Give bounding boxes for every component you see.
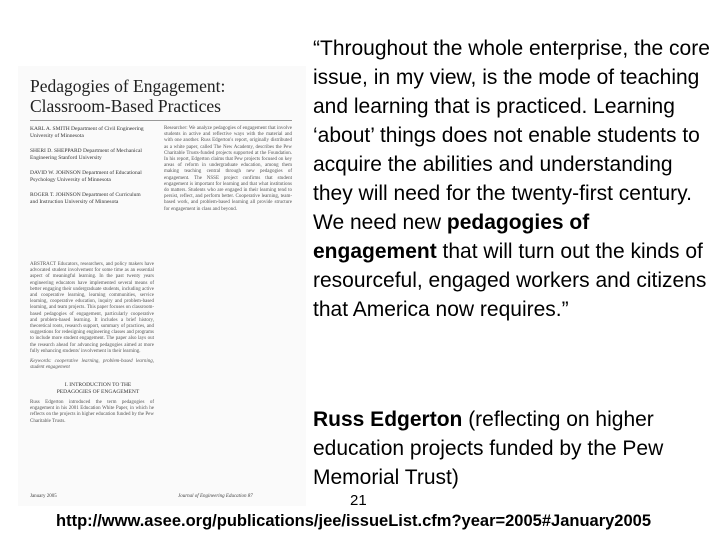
paper-footer-date: January 2005	[30, 494, 57, 499]
attribution-rest: (reflecting on higher education projects funded by the Pew Memorial Trust)	[313, 408, 664, 489]
author-3: DAVID W. JOHNSON Department of Educational Psychology University of Minnesota	[30, 170, 142, 183]
source-url[interactable]: http://www.asee.org/publications/jee/issueList.cfm?year=2005#January2005	[56, 512, 652, 530]
keywords-text: Keywords: cooperative learning, problem-based learning, student engagement	[30, 359, 154, 371]
quote-attribution	[313, 405, 713, 492]
quote-before: “Throughout the whole enterprise, the core issue, in my view, is the mode of teaching and learning that is practiced. Learning ‘about’ things does not enable students to acquire the abilities and understanding they will need for the twenty-first century. We need new	[313, 37, 710, 234]
author-2: SHERI D. SHEPPARD Department of Mechanical Engineering Stanford University	[30, 148, 142, 161]
quote-after: that will turn out the kinds of resourceful, engaged workers and citizens that America now requires.”	[313, 240, 707, 321]
quote-text	[313, 34, 718, 324]
quote-bold: pedagogies of engagement	[313, 211, 590, 263]
paper-image	[18, 66, 306, 506]
attribution-name: Russ Edgerton	[313, 408, 463, 431]
paper-intro-text: Russ Edgerton introduced the term pedagogies of engagement in his 2001 Education White Paper, in which he reflects on the projects in higher education funded by the Pew Charitable Trusts.	[30, 400, 154, 424]
paper-column-2: Researcher: We analyze pedagogies of engagement that involve students in active and reflective ways with the material and with one another. Russ Edgerton's report, originally distributed as a white paper, called The New Academy, describes the Pew Charitable Trusts-funded projects supported at the Foundation. In his report, Edgerton claims that Pew projects focused on key areas of reform in undergraduate education, among them making teaching central through new pedagogies of engagement. The NSSE project confirms that student engagement is important for learning and that what institutions do matters. Students who are engaged in their learning tend to persist, reflect, and perform better. Cooperative learning, team-based work, and problem-based learning all provide structure for engagement in class and beyond.	[164, 126, 292, 212]
paper-authors	[30, 126, 150, 214]
section-heading: I. INTRODUCTION TO THE PEDAGOGIES OF ENGAGEMENT	[56, 382, 140, 395]
paper-abstract	[30, 262, 154, 371]
title-rule	[30, 120, 292, 121]
author-1: KARL A. SMITH Department of Civil Engineering University of Minnesota	[30, 126, 144, 139]
slide-number: 21	[350, 492, 367, 509]
abstract-text: ABSTRACT Educators, researchers, and policy makers have advocated student involvement for some time as an essential aspect of meaningful learning. In the past twenty years engineering educators have implemented several means of better engaging their undergraduate students, including active and cooperative learning, learning communities, service learning, cooperative education, inquiry and problem-based learning, and team projects. This paper focuses on classroom-based pedagogies of engagement, particularly cooperative and problem-based learning. It includes a brief history, theoretical roots, research support, summary of practices, and suggestions for redesigning engineering classes and programs to include more student engagement. The paper also lays out the research ahead for advancing pedagogies aimed at more fully enhancing students' involvement in their learning.	[30, 262, 154, 354]
paper-footer-journal: Journal of Engineering Education 87	[178, 494, 253, 499]
author-4: ROGER T. JOHNSON Department of Curriculum and Instruction University of Minnesota	[30, 192, 141, 205]
paper-title: Pedagogies of Engagement: Classroom-Based Practices	[30, 76, 226, 116]
